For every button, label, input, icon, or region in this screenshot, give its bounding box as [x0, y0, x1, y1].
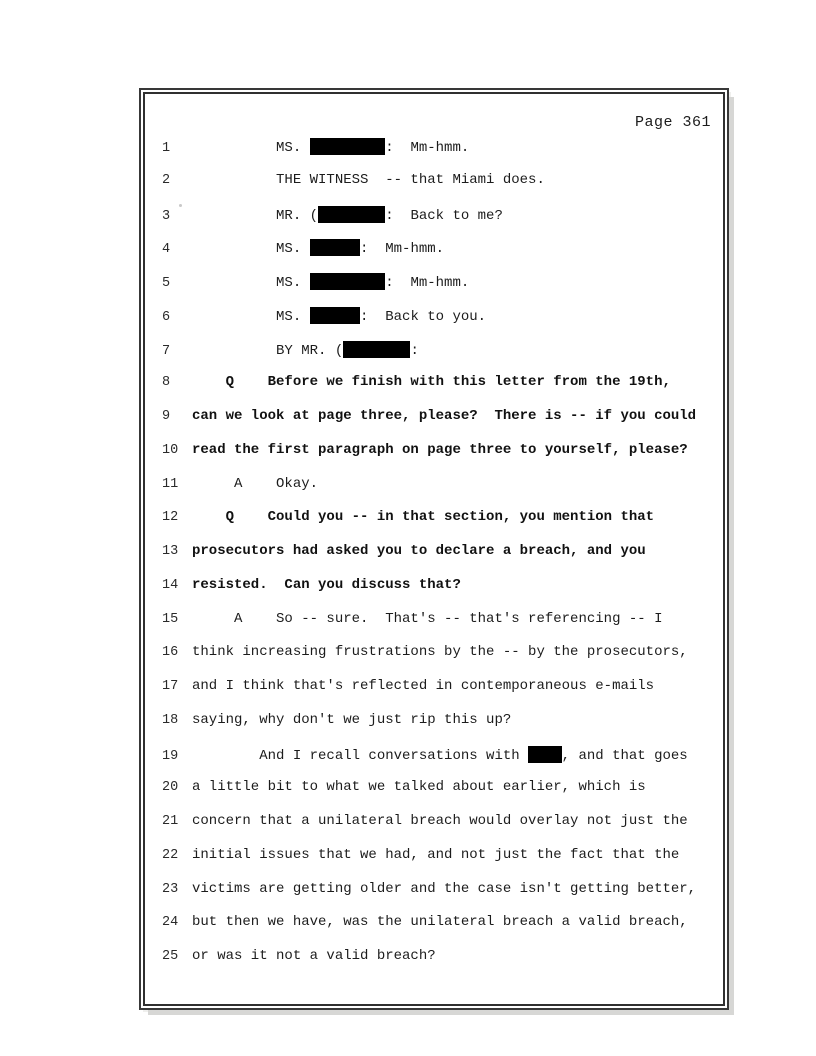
redaction-box [528, 746, 562, 763]
line-text: victims are getting older and the case isn't getting better, [192, 880, 697, 897]
line-number: 11 [162, 476, 179, 492]
line-number: 24 [162, 915, 179, 931]
line-number: 5 [162, 276, 171, 291]
transcript-line [145, 408, 723, 442]
line-number: 19 [162, 748, 179, 764]
line-number: 10 [162, 442, 179, 458]
line-text: saying, why don't we just rip this up? [192, 711, 512, 728]
transcript-line [145, 914, 723, 948]
line-number: 1 [162, 141, 171, 156]
line-text: prosecutors had asked you to declare a breach, and you [192, 543, 646, 559]
transcript-line [145, 273, 723, 307]
line-number: 3 [162, 208, 171, 224]
transcript-line [145, 138, 723, 172]
line-text: read the first paragraph on page three to yourself, please? [192, 441, 688, 458]
page-number-header: Page 361 [634, 114, 711, 131]
redaction-box [310, 273, 386, 290]
page-inner-border [143, 92, 725, 1006]
line-number: 20 [162, 780, 179, 796]
line-number: 25 [162, 949, 179, 964]
line-text: or was it not a valid breach? [192, 948, 436, 964]
line-number: 23 [162, 881, 179, 897]
transcript-line [145, 678, 723, 712]
transcript-line [145, 307, 723, 341]
line-text: MS. : Mm-hmm. [192, 241, 445, 258]
line-text: MS. : Back to you. [192, 308, 487, 325]
line-text: MS. : Mm-hmm. [192, 140, 470, 156]
redaction-box [310, 138, 386, 155]
line-text: a little bit to what we talked about earlier, which is [192, 779, 646, 796]
line-number: 21 [162, 814, 179, 829]
transcript-line [145, 644, 723, 678]
line-text: initial issues that we had, and not just the fact that the [192, 846, 680, 863]
transcript-line [145, 746, 723, 780]
line-text: think increasing frustrations by the -- by the prosecutors, [192, 644, 688, 661]
line-number: 4 [162, 242, 171, 258]
scan-speck [179, 204, 182, 207]
transcript-line [145, 948, 723, 982]
line-number: 12 [162, 510, 179, 526]
line-text: concern that a unilateral breach would overlay not just the [192, 813, 688, 829]
line-text: THE WITNESS -- that Miami does. [192, 171, 545, 188]
transcript-line [145, 509, 723, 543]
line-number: 8 [162, 375, 171, 391]
line-number: 2 [162, 172, 171, 188]
transcript-line [145, 239, 723, 273]
line-number: 16 [162, 645, 179, 661]
line-number: 22 [162, 847, 179, 863]
transcript-line [145, 206, 723, 240]
line-text: resisted. Can you discuss that? [192, 576, 461, 593]
redaction-box [310, 239, 360, 256]
line-number: 13 [162, 544, 179, 559]
line-number: 15 [162, 611, 179, 627]
line-text: MR. ( : Back to me? [192, 207, 503, 224]
transcript-line [145, 577, 723, 611]
transcript-line [145, 341, 723, 375]
line-text: A So -- sure. That's -- that's referencing -- I [192, 610, 663, 627]
transcript-line [145, 847, 723, 881]
line-text: MS. : Mm-hmm. [192, 275, 470, 291]
redaction-box [318, 206, 385, 223]
line-number: 7 [162, 343, 171, 359]
line-number: 17 [162, 679, 179, 694]
transcript-line [145, 779, 723, 813]
line-text: Q Before we finish with this letter from the 19th, [192, 374, 671, 391]
transcript-line [145, 442, 723, 476]
transcript-line [145, 476, 723, 510]
transcript-line [145, 543, 723, 577]
line-number: 6 [162, 309, 171, 325]
transcript-line [145, 611, 723, 645]
redaction-box [343, 341, 410, 358]
transcript-page-sheet [139, 88, 729, 1010]
line-text: but then we have, was the unilateral breach a valid breach, [192, 914, 688, 931]
line-text: And I recall conversations with , and that goes [192, 747, 688, 764]
redaction-box [310, 307, 360, 324]
transcript-line [145, 172, 723, 206]
line-text: BY MR. ( : [192, 342, 419, 359]
line-number: 9 [162, 409, 171, 424]
transcript-lines [145, 138, 723, 982]
transcript-line [145, 712, 723, 746]
line-text: A Okay. [192, 475, 319, 492]
line-text: can we look at page three, please? There is -- if you could [192, 408, 697, 424]
line-text: Q Could you -- in that section, you mention that [192, 509, 655, 526]
transcript-line [145, 881, 723, 915]
transcript-line [145, 813, 723, 847]
line-text: and I think that's reflected in contemporaneous e-mails [192, 678, 655, 694]
transcript-line [145, 374, 723, 408]
line-number: 18 [162, 712, 179, 728]
line-number: 14 [162, 577, 179, 593]
